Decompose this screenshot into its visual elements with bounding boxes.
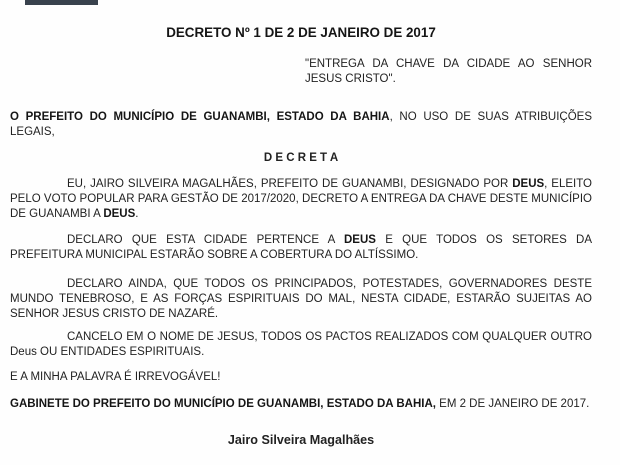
gabinete-rest-segment: EM 2 DE JANEIRO DE 2017. xyxy=(435,398,590,410)
paragraph-cancelo: CANCELO EM O NOME DE JESUS, TODOS OS PACTOS REALIZADOS COM QUALQUER OUTRO Deus OU ENTIDADES ESPIRITUAIS. xyxy=(10,331,592,358)
paragraph-gabinete-dateline xyxy=(10,397,592,412)
deus-bold-segment: DEUS xyxy=(343,234,376,246)
paragraph-eu-jairo xyxy=(10,177,592,222)
paragraph-declaro-ainda: DECLARO AINDA, QUE TODOS OS PRINCIPADOS, POTESTADES, GOVERNADORES DESTE MUNDO TENEBROSO, E AS FORÇAS ESPIRITUAIS DO MAL, NESTA CIDADE, ESTARÃO SUJEITAS AO SENHOR JESUS CRISTO DE NAZARÉ. xyxy=(10,278,592,320)
segment: , ELEITO PELO VOTO POPULAR PARA GESTÃO DE 2017/2020, DECRETO A ENTREGA DA CHAVE DESTE MUNICÍPIO DE GUANAMBI A xyxy=(10,178,592,220)
preamble-rest-segment: , NO USO DE SUAS ATRIBUIÇÕES LEGAIS, xyxy=(10,111,592,138)
deus-bold-segment: DEUS xyxy=(103,208,136,220)
scan-crop-artifact xyxy=(25,0,98,5)
decree-title: DECRETO Nº 1 DE 2 DE JANEIRO DE 2017 xyxy=(166,25,436,40)
decree-preamble xyxy=(10,110,592,140)
segment: DECLARO QUE ESTA CIDADE PERTENCE A xyxy=(67,234,344,246)
gabinete-bold-segment: GABINETE DO PREFEITO DO MUNICÍPIO DE GUANAMBI, ESTADO DA BAHIA, xyxy=(10,398,436,410)
paragraph-palavra-irrevogavel: E A MINHA PALAVRA É IRREVOGÁVEL! xyxy=(10,371,221,383)
segment: EU, JAIRO SILVEIRA MAGALHÃES, PREFEITO DE GUANAMBI, DESIGNADO POR xyxy=(67,178,513,190)
signature-name: Jairo Silveira Magalhães xyxy=(227,433,375,447)
preamble-bold-segment: O PREFEITO DO MUNICÍPIO DE GUANAMBI, ESTADO DA BAHIA xyxy=(10,111,390,123)
decree-epigraph: "ENTREGA DA CHAVE DA CIDADE AO SENHOR JESUS CRISTO". xyxy=(305,58,592,85)
decreta-heading: D E C R E T A xyxy=(263,152,339,164)
paragraph-declaro xyxy=(10,233,592,263)
segment: E QUE TODOS OS SETORES DA PREFEITURA MUNICIPAL ESTARÃO SOBRE A COBERTURA DO ALTÍSSIMO. xyxy=(10,234,592,261)
segment: . xyxy=(135,208,139,220)
deus-bold-segment: DEUS xyxy=(512,178,545,190)
